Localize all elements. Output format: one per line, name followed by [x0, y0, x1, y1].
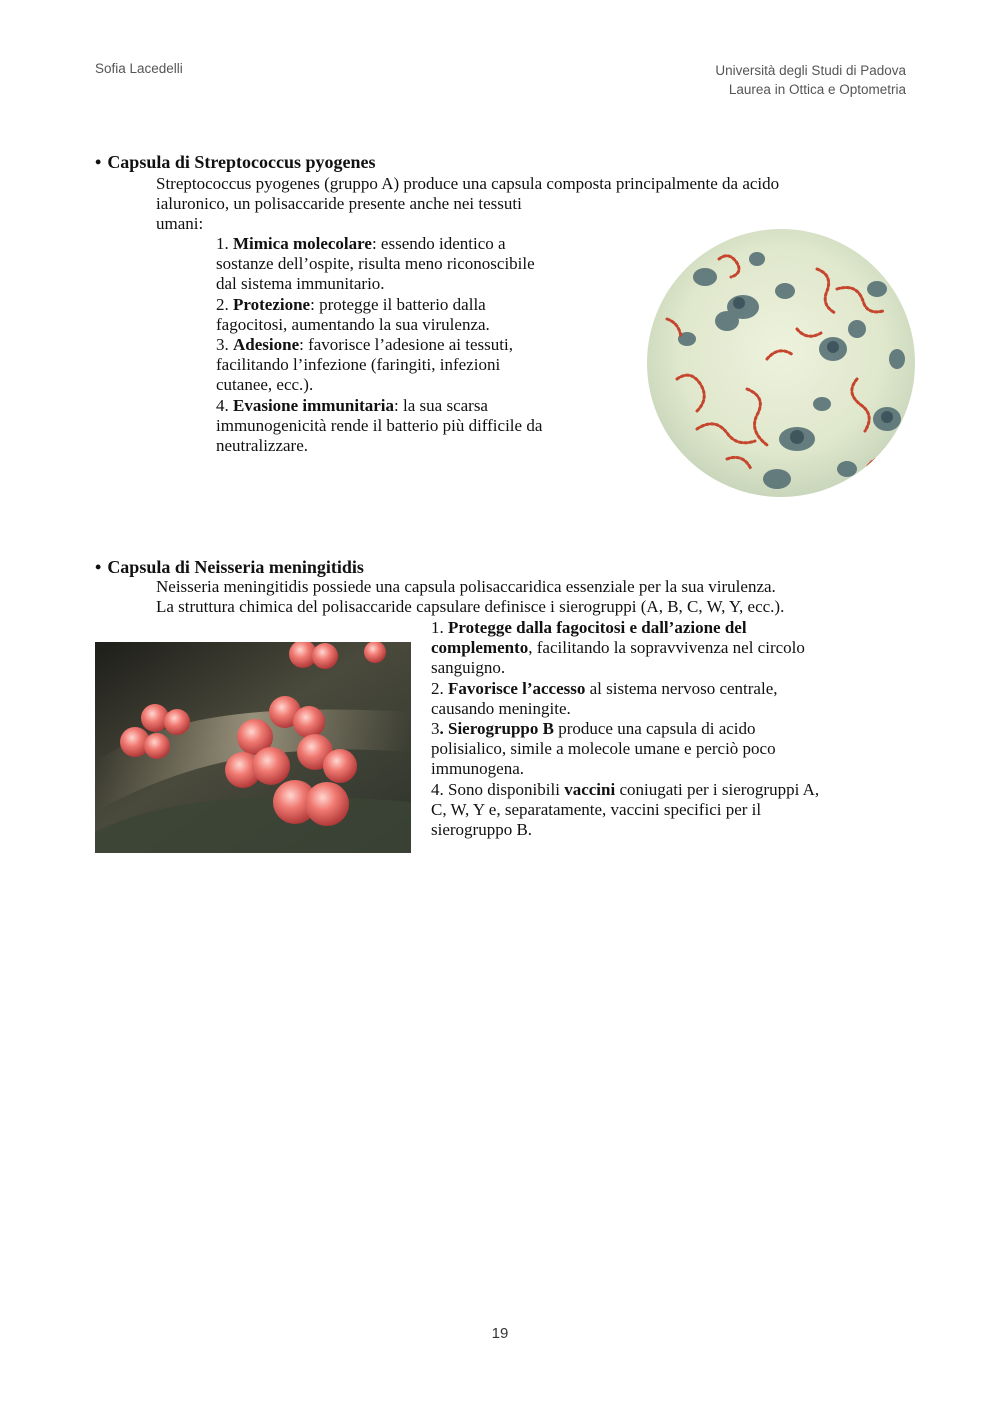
course-name: Laurea in Ottica e Optometria	[728, 82, 906, 97]
list-item	[216, 295, 542, 315]
neisseria-list	[431, 618, 819, 840]
item-term: Adesione	[233, 335, 300, 355]
item-text: produce una capsula di acido	[553, 719, 756, 739]
streptococcus-intro	[156, 174, 779, 234]
list-item	[216, 234, 542, 254]
list-item	[431, 618, 819, 638]
item-term: Protegge dalla fagocitosi e dall’azione del	[448, 618, 747, 637]
item-term: Mimica molecolare	[233, 234, 372, 253]
neisseria-intro	[156, 577, 784, 617]
list-item-cont: sostanze dell’ospite, risulta meno riconoscibile	[216, 254, 535, 274]
list-item	[431, 679, 819, 699]
item-number: 3	[431, 719, 440, 739]
list-item-cont: sierogruppo B.	[431, 820, 533, 840]
list-item-cont: causando meningite.	[431, 698, 571, 718]
item-term: . Sierogruppo B	[439, 719, 554, 739]
item-text: al sistema nervoso centrale,	[585, 678, 778, 698]
section-title-neisseria	[95, 557, 364, 577]
item-number: 2.	[431, 678, 448, 698]
list-item-cont: facilitando l’infezione (faringiti, infezioni	[216, 355, 501, 375]
intro-line: ialuronico, un polisaccaride presente anche nei tessuti	[156, 194, 522, 213]
section-title-text: Capsula di Streptococcus pyogenes	[107, 152, 376, 172]
item-number: 1.	[216, 234, 233, 253]
intro-line: umani:	[156, 214, 204, 233]
list-item-cont: neutralizzare.	[216, 436, 309, 456]
item-number: 4.	[216, 395, 233, 415]
section-title-streptococcus	[95, 152, 376, 172]
list-item-cont: dal sistema immunitario.	[216, 274, 385, 294]
item-text: : essendo identico a	[371, 234, 506, 253]
item-term: vaccini	[564, 779, 616, 799]
bullet: •	[95, 152, 102, 172]
item-text: : favorisce l’adesione ai tessuti,	[299, 335, 513, 355]
item-term: Protezione	[233, 294, 311, 314]
list-item	[431, 780, 819, 800]
list-item-cont: C, W, Y e, separatamente, vaccini specifici per il	[431, 799, 762, 819]
item-text: : la sua scarsa	[394, 395, 488, 415]
header-right	[715, 61, 906, 99]
intro-line: La struttura chimica del polisaccaride capsulare definisce i sierogruppi (A, B, C, W, Y, ecc.).	[156, 597, 785, 616]
item-number: 2.	[216, 294, 233, 314]
list-item-cont: cutanee, ecc.).	[216, 375, 314, 395]
intro-line: Streptococcus pyogenes (gruppo A) produce una capsula composta principalmente da acido	[156, 174, 780, 193]
item-text: coniugati per i sierogruppi A,	[615, 779, 820, 799]
item-term: Favorisce l’accesso	[448, 678, 586, 698]
item-text: : protegge il batterio dalla	[310, 294, 486, 314]
item-term: complemento	[431, 638, 529, 658]
streptococcus-micrograph-image	[647, 229, 915, 497]
item-text: 4. Sono disponibili	[431, 779, 565, 799]
university-name: Università degli Studi di Padova	[715, 63, 906, 78]
page-number: 19	[491, 1325, 509, 1342]
intro-line: Neisseria meningitidis possiede una capsula polisaccaridica essenziale per la sua virulenza.	[156, 577, 776, 596]
list-item-cont	[431, 638, 819, 658]
item-term: Evasione immunitaria	[233, 395, 395, 415]
list-item	[216, 335, 542, 355]
item-text: , facilitando la sopravvivenza nel circolo	[528, 638, 805, 658]
item-number: 1.	[431, 618, 448, 637]
list-item	[216, 396, 542, 416]
list-item-cont: immunogena.	[431, 759, 525, 779]
list-item-cont: polisialico, simile a molecole umane e perciò poco	[431, 739, 776, 759]
streptococcus-list	[216, 234, 542, 456]
bullet: •	[95, 557, 102, 577]
list-item-cont: fagocitosi, aumentando la sua virulenza.	[216, 314, 490, 334]
section-title-text: Capsula di Neisseria meningitidis	[107, 557, 364, 577]
list-item-cont: sanguigno.	[431, 658, 506, 678]
author-name: Sofia Lacedelli	[95, 61, 183, 76]
list-item-cont: immunogenicità rende il batterio più difficile da	[216, 415, 543, 435]
neisseria-diplococci-image	[95, 642, 411, 853]
item-number: 3.	[216, 335, 233, 355]
list-item	[431, 719, 819, 739]
